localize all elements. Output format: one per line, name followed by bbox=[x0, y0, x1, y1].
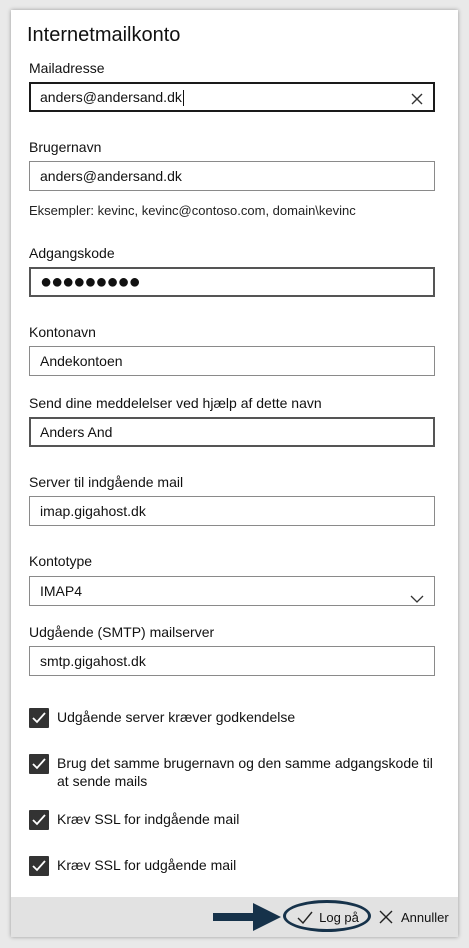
password-field[interactable] bbox=[29, 267, 435, 297]
check-outgoing-auth-label: Udgående server kræver godkendelse bbox=[57, 709, 296, 725]
checkbox-checked[interactable] bbox=[29, 754, 49, 774]
username-field[interactable] bbox=[29, 161, 435, 191]
email-field[interactable] bbox=[29, 82, 435, 112]
outgoing-server-field[interactable] bbox=[29, 646, 435, 676]
account-type-label: Kontotype bbox=[29, 553, 93, 569]
incoming-server-label: Server til indgående mail bbox=[29, 474, 184, 490]
password-value: ●●●●●●●●● bbox=[40, 271, 140, 293]
dialog-footer bbox=[11, 897, 458, 937]
username-hint: Eksempler: kevinc, kevinc@contoso.com, domain\kevinc bbox=[29, 203, 356, 218]
arrow-right-icon bbox=[213, 900, 283, 939]
chevron-down-icon bbox=[410, 585, 424, 606]
outgoing-server-label: Udgående (SMTP) mailserver bbox=[29, 624, 215, 640]
display-name-label: Send dine meddelelser ved hjælp af dette navn bbox=[29, 395, 322, 411]
clear-icon[interactable] bbox=[409, 89, 425, 105]
checkmark-icon bbox=[297, 911, 313, 924]
login-button-label: Log på bbox=[319, 909, 359, 925]
check-ssl-outgoing-label: Kræv SSL for udgående mail bbox=[57, 857, 237, 873]
account-name-value: Andekontoen bbox=[40, 353, 123, 369]
cancel-button[interactable] bbox=[379, 903, 451, 931]
account-type-value: IMAP4 bbox=[40, 583, 83, 599]
cancel-button-label: Annuller bbox=[401, 909, 449, 925]
password-label: Adgangskode bbox=[29, 245, 115, 261]
check-ssl-incoming-label: Kræv SSL for indgående mail bbox=[57, 811, 240, 827]
account-type-select[interactable] bbox=[29, 576, 435, 606]
username-value: anders@andersand.dk bbox=[40, 168, 182, 184]
incoming-server-value: imap.gigahost.dk bbox=[40, 503, 146, 519]
outgoing-server-value: smtp.gigahost.dk bbox=[40, 653, 146, 669]
email-value: anders@andersand.dk bbox=[40, 89, 182, 105]
check-same-credentials-label: Brug det samme brugernavn og den samme adgangskode til at sende mails bbox=[57, 755, 433, 789]
checkbox-checked[interactable] bbox=[29, 810, 49, 830]
internet-mail-account-dialog bbox=[11, 10, 458, 937]
checkbox-checked[interactable] bbox=[29, 708, 49, 728]
account-name-label: Kontonavn bbox=[29, 324, 96, 340]
display-name-field[interactable] bbox=[29, 417, 435, 447]
checkbox-checked[interactable] bbox=[29, 856, 49, 876]
account-name-field[interactable] bbox=[29, 346, 435, 376]
text-caret bbox=[183, 90, 184, 106]
incoming-server-field[interactable] bbox=[29, 496, 435, 526]
display-name-value: Anders And bbox=[40, 424, 113, 440]
close-icon bbox=[379, 910, 393, 924]
dialog-title: Internetmailkonto bbox=[27, 24, 181, 46]
email-label: Mailadresse bbox=[29, 60, 105, 76]
login-button[interactable] bbox=[285, 903, 371, 931]
username-label: Brugernavn bbox=[29, 139, 102, 155]
